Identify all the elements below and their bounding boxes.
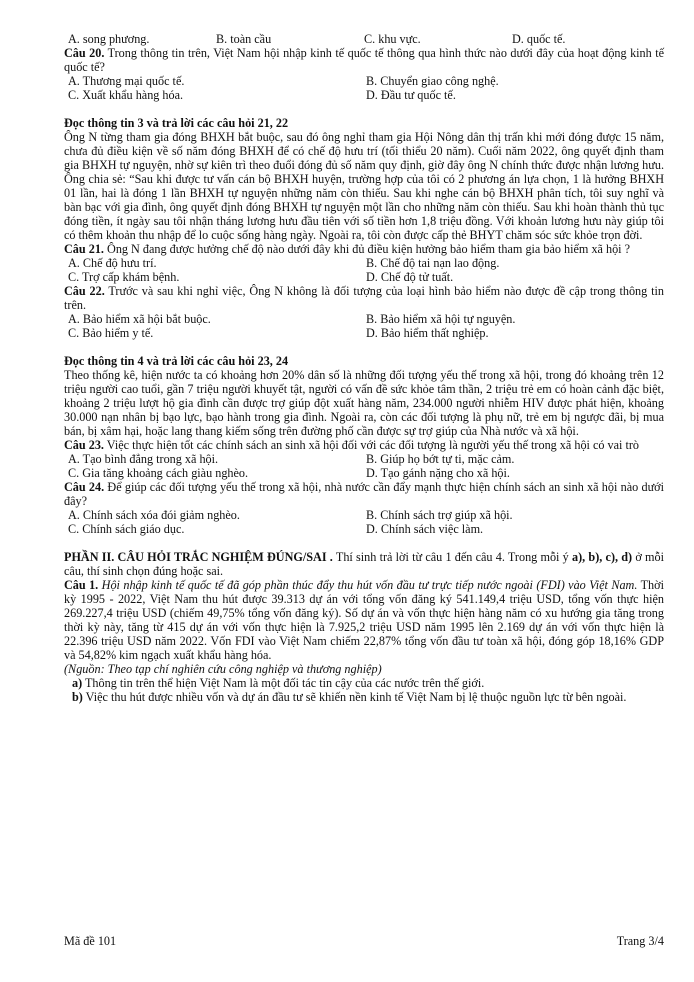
option-c: C. Xuất khẩu hàng hóa. (68, 88, 184, 102)
page-footer (64, 934, 664, 948)
option-a: A. Thương mại quốc tế. (68, 74, 185, 88)
statement-text: Thông tin trên thể hiện Việt Nam là một đối tác tin cậy của các nước trên thế giới. (82, 676, 485, 690)
question-21-options (64, 256, 664, 284)
option-b: B. Chế độ tai nạn lao động. (366, 256, 500, 270)
option-d: D. Tạo gánh nặng cho xã hội. (366, 466, 510, 480)
info-4-body: Theo thống kê, hiện nước ta có khoảng hơn 20% dân số là những đối tượng yếu thế trong xã hội, trong đó khoảng trên 12 triệu người cao tuổi, gần 7 triệu người khuyết tật, người có vấn đề sức khỏe tâm thần, 2 triệu trẻ em có hoàn cảnh đặc biệt, khoảng 2 triệu lượt hộ gia đình cần được trợ giúp đột xuất hàng năm, 234.000 người nhiễm HIV được phát hiện, khoảng 30.000 nạn nhân bị bạo lực, bạo hành trong gia đình. Ngoài ra, còn các đối tượng là phụ nữ, trẻ em bị ngược đãi, bị mua bán, bị xâm hại, hoặc lang thang kiếm sống trên đường phố cần được sự trợ giúp của Nhà nước và xã hội. (64, 368, 664, 438)
top-options (64, 32, 664, 46)
option-b: B. Chính sách trợ giúp xã hội. (366, 508, 513, 522)
info-3-heading: Đọc thông tin 3 và trả lời các câu hỏi 21, 22 (64, 116, 289, 130)
option-d: D. quốc tế. (512, 32, 566, 46)
option-d: D. Đầu tư quốc tế. (366, 88, 456, 102)
part-2-instr-tail: ở mỗi câu, thí sinh chọn đúng hoặc sai. (64, 550, 664, 578)
question-22 (64, 284, 664, 312)
part-2-instructions (64, 550, 664, 578)
exam-code: Mã đề 101 (64, 934, 117, 948)
option-c: C. Chính sách giáo dục. (68, 522, 185, 536)
part-2-heading: PHẦN II. CÂU HỎI TRẮC NGHIỆM ĐÚNG/SAI . (64, 550, 333, 564)
option-b: B. toàn cầu (216, 32, 272, 46)
question-text: Thời kỳ 1995 - 2022, Việt Nam thu hút được 39.313 dự án với tổng vốn đăng ký 541.149,4 triệu USD, tổng vốn thực hiện 269.227,4 triệu USD (chiếm 49,75% tổng vốn đăng ký). Số dự án và vốn thực hiện hàng năm có xu hướng gia tăng trong thời kỳ này, tăng từ 415 dự án với vốn thực hiện là 7.925,2 triệu USD năm 1995 lên 2.169 dự án với vốn thực hiện là 22.396 triệu USD năm 2022. Vốn FDI vào Việt Nam chiếm 22,87% tổng vốn đầu tư toàn xã hội, đóng góp 18,16% GDP và 54,82% kim ngạch xuất khẩu hàng hóa. (64, 578, 664, 662)
question-24 (64, 480, 664, 508)
option-a: A. Chế độ hưu trí. (68, 256, 157, 270)
statement-label: b) (72, 690, 83, 704)
statement-a (64, 676, 664, 690)
question-20 (64, 46, 664, 74)
question-23 (64, 438, 664, 452)
question-24-options (64, 508, 664, 536)
page-number: Trang 3/4 (616, 934, 664, 948)
question-lead: Hội nhập kinh tế quốc tế đã góp phần thúc đẩy thu hút vốn đầu tư trực tiếp nước ngoài (FDI) vào Việt Nam. (98, 578, 638, 592)
question-21 (64, 242, 664, 256)
option-a: A. Chính sách xóa đói giảm nghèo. (68, 508, 240, 522)
statement-label: a) (72, 676, 83, 690)
question-label: Câu 24. (64, 480, 105, 494)
option-c: C. khu vực. (364, 32, 421, 46)
question-text: Việc thực hiện tốt các chính sách an sinh xã hội đối với các đối tượng là người yếu thế trong xã hội có vai trò (103, 438, 640, 452)
info-4-heading: Đọc thông tin 4 và trả lời các câu hỏi 23, 24 (64, 354, 289, 368)
part-2-instr-options: a), b), c), d) (572, 550, 633, 564)
tf-question-1 (64, 578, 664, 662)
option-b: B. Chuyển giao công nghệ. (366, 74, 499, 88)
option-b: B. Bảo hiểm xã hội tự nguyện. (366, 312, 516, 326)
statement-b (64, 690, 664, 704)
question-23-options (64, 452, 664, 480)
question-text: Ông N đang được hưởng chế độ nào dưới đây khi đủ điều kiện hưởng bảo hiểm tham gia bảo hiểm xã hội ? (103, 242, 631, 256)
option-c: C. Bảo hiểm y tế. (68, 326, 154, 340)
question-22-options (64, 312, 664, 340)
question-label: Câu 22. (64, 284, 105, 298)
option-c: C. Trợ cấp khám bệnh. (68, 270, 180, 284)
question-20-options (64, 74, 664, 102)
statement-text: Việc thu hút được nhiều vốn và dự án đầu tư sẽ khiến nền kinh tế Việt Nam bị lệ thuộc nguồn lực từ bên ngoài. (82, 690, 627, 704)
question-label: Câu 20. (64, 46, 105, 60)
question-label: Câu 23. (64, 438, 104, 452)
option-d: D. Chính sách việc làm. (366, 522, 484, 536)
info-3-body: Ông N từng tham gia đóng BHXH bắt buộc, sau đó ông nghỉ tham gia Hội Nông dân thị trấn khi mới đóng được 15 năm, chưa đủ điều kiện về số năm đóng BHXH để có chế độ hưu trí (tối thiểu 20 năm). Cuối năm 2022, ông quyết định tham gia BHXH tự nguyện, nhờ sự kiên trì theo đuổi đóng đủ số năm quy định, giờ đây ông N chính thức được nhận lương hưu. Ông chia sẻ: “Sau khi được tư vấn cán bộ BHXH huyện, trường hợp của tôi có 2 phương án lựa chọn, 1 là hưởng BHXH 01 lần, hai là đóng 1 lần BHXH tự nguyện những năm còn thiếu. Sau khi nghe cán bộ BHXH phân tích, tôi suy nghĩ và bàn bạc với gia đình, ông quyết định đóng BHXH tự nguyện một lần cho những năm còn thiếu. Sau khi hoàn thành thủ tục đóng tiền, ít ngày sau tôi nhận tháng lương hưu đầu tiên với số tiền hơn 1,8 triệu đồng. Với khoản lương hưu này giúp tôi có thêm khoản thu nhập để lo cuộc sống hàng ngày. Ngoài ra, tôi còn được cấp thẻ BHYT chăm sóc sức khỏe trọn đời. (64, 130, 664, 242)
question-text: Trước và sau khi nghỉ việc, Ông N không là đối tượng của loại hình bảo hiểm nào được đề cập trong thông tin trên. (64, 284, 664, 312)
option-c: C. Gia tăng khoảng cách giàu nghèo. (68, 466, 249, 480)
option-a: A. Bảo hiểm xã hội bắt buộc. (68, 312, 211, 326)
question-text: Trong thông tin trên, Việt Nam hội nhập kinh tế quốc tế thông qua hình thức nào dưới đây của hoạt động kinh tế quốc tế? (64, 46, 664, 74)
question-label: Câu 1. (64, 578, 99, 592)
option-d: D. Chế độ tử tuất. (366, 270, 454, 284)
option-a: A. Tạo bình đẳng trong xã hội. (68, 452, 219, 466)
part-2-instr: Thí sinh trả lời từ câu 1 đến câu 4. Trong mỗi ý (332, 550, 572, 564)
option-a: A. song phương. (68, 32, 150, 46)
question-label: Câu 21. (64, 242, 104, 256)
option-b: B. Giúp họ bớt tự ti, mặc cảm. (366, 452, 515, 466)
source-note: (Nguồn: Theo tạp chí nghiên cứu công nghiệp và thương nghiệp) (64, 662, 382, 676)
question-text: Để giúp các đối tượng yếu thế trong xã hội, nhà nước cần đẩy mạnh thực hiện chính sách an sinh xã hội nào dưới đây? (64, 480, 665, 508)
option-d: D. Bảo hiểm thất nghiệp. (366, 326, 489, 340)
